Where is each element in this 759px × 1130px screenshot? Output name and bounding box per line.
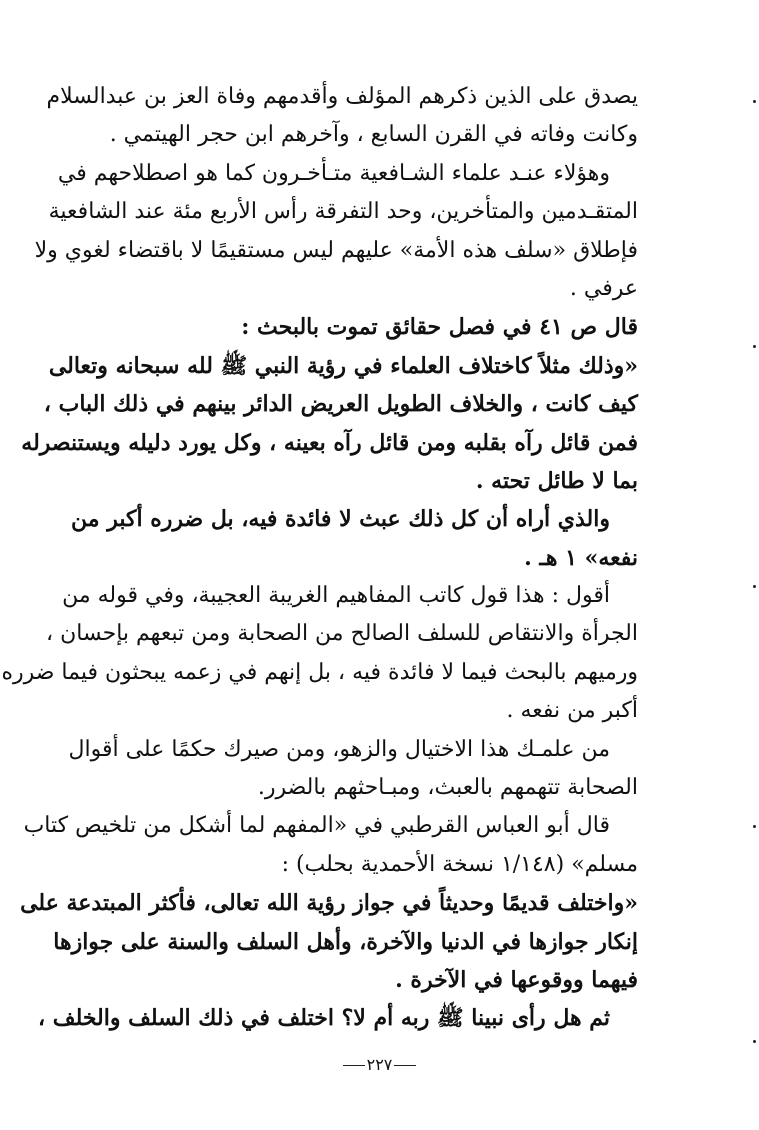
page-body (1, 78, 638, 1038)
text-line: المتقـدمين والمتأخرين، وحد التفرقة رأس الأربع مئة عند الشافعية (48, 199, 638, 225)
quote-line: نفعه» ١ هـ . (524, 544, 638, 571)
margin-dot (753, 100, 756, 103)
text-line: ورميهم بالبحث فيما لا فائدة فيه ، بل إنهم في زعمه يبحثون فيما ضرره (1, 659, 638, 685)
text-line: الجرأة والانتقاص للسلف الصالح من الصحابة ومن تبعهم بإحسان ، (46, 621, 638, 647)
quote-line: فمن قائل رآه بقلبه ومن قائل رآه بعينه ، وكل يورد دليله ويستنصرله (21, 429, 638, 456)
quote-line: إنكار جوازها في الدنيا والآخرة، وأهل السلف والسنة على جوازها (53, 928, 638, 955)
page-number-dash (343, 1065, 365, 1066)
page-number-value: ٢٢٧ (366, 1055, 393, 1074)
quote-line: ثم هل رأى نبينا ﷺ ربه أم لا؟ اختلف في ذلك السلف والخلف ، (38, 1005, 610, 1032)
quote-line: كيف كانت ، والخلاف الطويل العريض الدائر بينهم في ذلك الباب ، (43, 391, 638, 418)
text-line: أكبر من نفعه . (506, 698, 638, 724)
text-line: من علمـك هذا الاختيال والزهو، ومن صيرك حكمًا على أقوال (68, 736, 610, 762)
section-heading: قال ص ٤١ في فصل حقائق تموت بالبحث : (241, 314, 638, 341)
text-line: عرفي . (569, 275, 638, 301)
quote-line: «واختلف قديمًا وحديثاً في جواز رؤية الله تعالى، فأكثر المبتدعة على (20, 890, 638, 917)
text-line: يصدق على الذين ذكرهم المؤلف وأقدمهم وفاة العز بن عبدالسلام (46, 84, 638, 109)
text-line: فإطلاق «سلف هذه الأمة» عليهم ليس مستقيمًا لا باقتضاء لغوي ولا (34, 237, 638, 263)
text-line: وكانت وفاته في القرن السابع ، وآخرهم ابن حجر الهيتمي . (109, 122, 638, 148)
text-line: مسلم» (١/١٤٨ نسخة الأحمدية بحلب) : (281, 851, 638, 877)
quote-line: والذي أراه أن كل ذلك عبث لا فائدة فيه، بل ضرره أكبر من (71, 506, 610, 533)
quote-line: فيهما ووقوعها في الآخرة . (395, 966, 638, 993)
margin-dot (753, 1040, 756, 1043)
page-number-dash (394, 1065, 416, 1066)
margin-dot (753, 825, 756, 828)
text-line: وهؤلاء عنـد علماء الشـافعية متـأخـرون كما هو اصطلاحهم في (57, 160, 610, 186)
text-line: قال أبو العباس القرطبي في «المفهم لما أشكل من تلخيص كتاب (23, 813, 610, 839)
margin-dot (753, 345, 756, 348)
quote-line: بما لا طائل تحته . (475, 467, 638, 494)
page-number (0, 1055, 759, 1074)
text-line: أقول : هذا قول كاتب المفاهيم الغريبة العجيبة، وفي قوله من (62, 583, 610, 609)
quote-line: «وذلك مثلاً كاختلاف العلماء في رؤية النبي ﷺ لله سبحانه وتعالى (48, 352, 638, 379)
margin-dot (753, 585, 756, 588)
text-line: الصحابة تتهمهم بالعبث، ومبـاحثهم بالضرر. (257, 775, 638, 801)
